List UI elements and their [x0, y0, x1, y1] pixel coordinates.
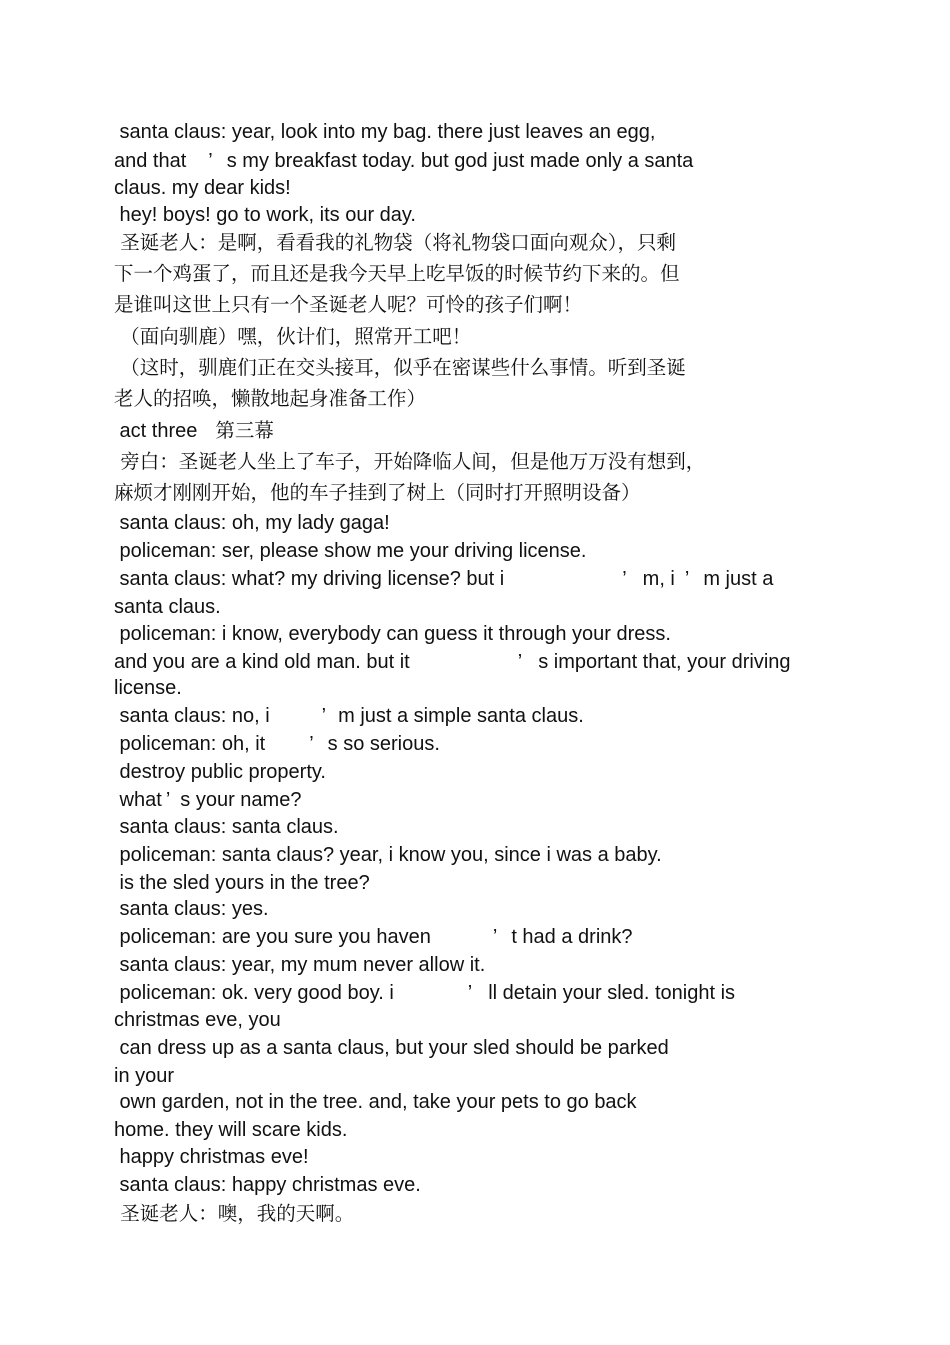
text-line: christmas eve, you [114, 1009, 281, 1031]
text-line [114, 149, 693, 173]
text-line: 老人的招唤，懒散地起身准备工作） [114, 387, 427, 410]
text-segment: policeman: ok. very good boy. i [114, 982, 394, 1004]
text-line: happy christmas eve! [114, 1146, 309, 1168]
text-segment: t had a drink? [511, 926, 633, 948]
text-segment: santa claus: what? my driving license? but i [114, 568, 505, 590]
text-line: hey! boys! go to work, its our day. [114, 204, 416, 226]
text-line: santa claus: santa claus. [114, 816, 339, 838]
text-segment: santa claus: no, i [114, 705, 270, 727]
apostrophe: ’ [321, 705, 327, 727]
text-line: （这时，驯鹿们正在交头接耳，似乎在密谋些什么事情。听到圣诞 [114, 356, 686, 379]
text-segment: s so serious. [327, 733, 440, 755]
text-line: destroy public property. [114, 761, 326, 783]
text-line: policeman: santa claus? year, i know you, since i was a baby. [114, 844, 662, 866]
text-line: 是谁叫这世上只有一个圣诞老人呢？可怜的孩子们啊！ [114, 293, 583, 316]
text-line [114, 704, 584, 728]
text-segment: and that [114, 150, 187, 172]
text-segment: s important that, your driving [538, 651, 791, 673]
text-line: own garden, not in the tree. and, take your pets to go back [114, 1091, 637, 1113]
apostrophe: ’ [684, 568, 690, 590]
text-segment: policeman: are you sure you haven [114, 926, 431, 948]
text-line: claus. my dear kids! [114, 177, 291, 199]
text-segment: policeman: oh, it [114, 733, 266, 755]
text-line: santa claus: happy christmas eve. [114, 1174, 421, 1196]
text-line: home. they will scare kids. [114, 1119, 348, 1141]
text-segment: m just a [703, 568, 774, 590]
text-line: 旁白：圣诞老人坐上了车子，开始降临人间，但是他万万没有想到， [114, 450, 706, 473]
text-segment: m, i [642, 568, 675, 590]
text-line: policeman: ser, please show me your driving license. [114, 540, 587, 562]
text-line [114, 650, 791, 674]
text-segment: s your name? [180, 789, 302, 811]
apostrophe: ’ [467, 982, 473, 1004]
text-line [114, 981, 735, 1005]
apostrophe: ’ [492, 926, 498, 948]
text-line: santa claus. [114, 596, 221, 618]
apostrophe: ’ [622, 568, 627, 590]
apostrophe: ’ [208, 150, 213, 172]
text-line: license. [114, 677, 182, 699]
text-line [114, 788, 301, 812]
text-line: 麻烦才刚刚开始，他的车子挂到了树上（同时打开照明设备） [114, 481, 641, 504]
text-segment: s my breakfast today. but god just made only a santa [226, 150, 694, 172]
text-line: santa claus: year, look into my bag. there just leaves an egg, [114, 121, 656, 143]
text-line [114, 732, 440, 756]
text-line: （面向驯鹿）嘿，伙计们，照常开工吧！ [114, 325, 472, 348]
text-line [114, 567, 773, 591]
text-line: santa claus: year, my mum never allow it. [114, 954, 486, 976]
heading-text-zh: 第三幕 [215, 419, 274, 442]
text-line: policeman: i know, everybody can guess it through your dress. [114, 623, 671, 645]
text-line: can dress up as a santa claus, but your sled should be parked [114, 1037, 669, 1059]
apostrophe: ’ [309, 733, 314, 755]
apostrophe: ’ [517, 651, 523, 673]
text-line: is the sled yours in the tree? [114, 872, 370, 894]
text-segment: what [114, 789, 162, 811]
section-heading [114, 419, 274, 443]
text-line: 圣诞老人：是啊，看看我的礼物袋（将礼物袋口面向观众），只剩 [114, 231, 676, 254]
text-line [114, 925, 633, 949]
text-line: 下一个鸡蛋了，而且还是我今天早上吃早饭的时候节约下来的。但 [114, 262, 680, 285]
text-segment: and you are a kind old man. but it [114, 651, 410, 673]
text-segment: ll detain your sled. tonight is [488, 982, 736, 1004]
heading-text: act three [114, 420, 198, 442]
text-line: santa claus: oh, my lady gaga! [114, 512, 390, 534]
text-line: 圣诞老人：噢，我的天啊。 [114, 1202, 355, 1225]
apostrophe: ’ [165, 789, 171, 811]
text-line: santa claus: yes. [114, 898, 269, 920]
text-segment: m just a simple santa claus. [338, 705, 584, 727]
text-line: in your [114, 1065, 175, 1087]
